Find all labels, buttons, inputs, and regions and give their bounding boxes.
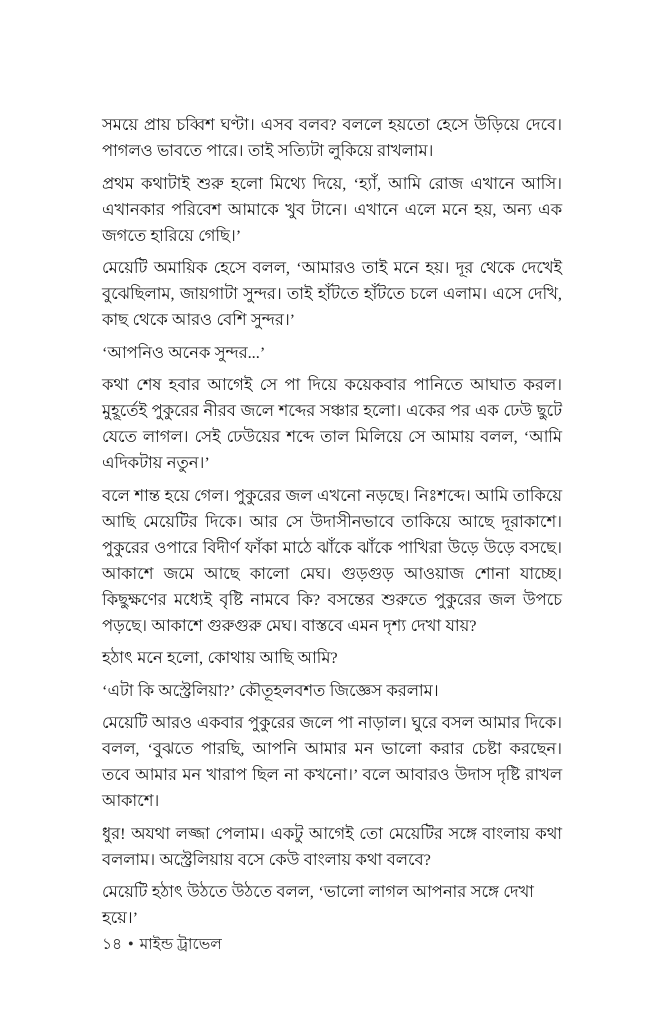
paragraph: প্রথম কথাটাই শুরু হলো মিথ্যে দিয়ে, ‘হ্যাঁ, আমি রোজ এখানে আসি। এখানকার পরিবেশ আমাকে খুব টানে। এখানে এলে মনে হয়, অন্য এক জগতে হারিয়ে গেছি।’: [102, 173, 562, 245]
paragraph: হঠাৎ মনে হলো, কোথায় আছি আমি?: [102, 648, 338, 667]
book-title: মাইন্ড ট্রাভেল: [139, 936, 222, 953]
paragraph: মেয়েটি অমায়িক হেসে বলল, ‘আমারও তাই মনে হয়। দূর থেকে দেখেই বুঝেছিলাম, জায়গাটা সুন্দর। তাই হাঁটতে হাঁটতে চলে এলাম। এসে দেখি, কাছ থেকে আরও বেশি সুন্দর।’: [102, 258, 562, 329]
page-footer: [102, 934, 222, 957]
paragraph: ‘আপনিও অনেক সুন্দর...’: [102, 342, 266, 362]
paragraph: বলে শান্ত হয়ে গেল। পুকুরের জল এখনো নড়ছে। নিঃশব্দে। আমি তাকিয়ে আছি মেয়েটির দিকে। আর সে উদাসীনভাবে তাকিয়ে আছে দূরাকাশে। পুকুরের ওপারে বিদীর্ণ ফাঁকা মাঠে ঝাঁকে ঝাঁকে পাখিরা উড়ে উড়ে বসছে। আকাশে জমে আছে কালো মেঘ। গুড়গুড় আওয়াজ শোনা যাচ্ছে। কিছুক্ষণের মধ্যেই বৃষ্টি নামবে কি? বসন্তের শুরুতে পুকুরের জল উপচে পড়ছে। আকাশে গুরুগুরু মেঘ। বাস্তবে এমন দৃশ্য দেখা যায়?: [102, 485, 562, 635]
bullet-separator-icon: ●: [128, 937, 134, 948]
paragraph: ধুর! অযথা লজ্জা পেলাম। একটু আগেই তো মেয়েটির সঙ্গে বাংলায় কথা বললাম। অস্ট্রেলিয়ায় বসে কেউ বাংলায় কথা বলবে?: [102, 823, 562, 869]
page-number: ১৪: [102, 936, 123, 953]
paragraph: সময়ে প্রায় চব্বিশ ঘণ্টা। এসব বলব? বললে হয়তো হেসে উড়িয়ে দেবে। পাগলও ভাবতে পারে। তাই সত্যিটা লুকিয়ে রাখলাম।: [102, 115, 562, 160]
paragraph: ‘এটা কি অস্ট্রেলিয়া?’ কৌতূহলবশত জিজ্ঞেস করলাম।: [102, 680, 439, 700]
page-body-text: [102, 112, 562, 931]
paragraph: কথা শেষ হবার আগেই সে পা দিয়ে কয়েকবার পানিতে আঘাত করল। মুহূর্তেই পুকুরের নীরব জলে শব্দের সঞ্চার হলো। একের পর এক ঢেউ ছুটে যেতে লাগল। সেই ঢেউয়ের শব্দে তাল মিলিয়ে সে আমায় বলল, ‘আমি এদিকটায় নতুন।’: [102, 375, 562, 472]
paragraph: মেয়েটি হঠাৎ উঠতে উঠতে বলল, ‘ভালো লাগল আপনার সঙ্গে দেখা হয়ে।’: [102, 882, 534, 927]
paragraph: মেয়েটি আরও একবার পুকুরের জলে পা নাড়াল। ঘুরে বসল আমার দিকে। বলল, ‘বুঝতে পারছি, আপনি আমার মন ভালো করার চেষ্টা করছেন। তবে আমার মন খারাপ ছিল না কখনো।’ বলে আবারও উদাস দৃষ্টি রাখল আকাশে।: [102, 713, 562, 810]
